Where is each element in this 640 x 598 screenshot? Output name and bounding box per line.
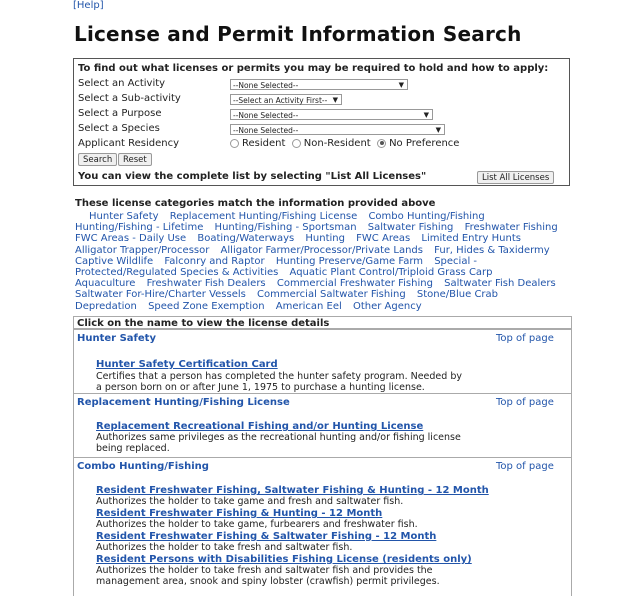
category-link[interactable]: Saltwater Fishing [367,222,454,234]
subactivity-label: Select a Sub-activity [78,93,181,104]
category-links [75,211,570,312]
license-link[interactable]: Resident Freshwater Fishing & Hunting - 12 Month [96,508,383,519]
activity-select[interactable] [230,79,408,90]
results-list [73,316,572,596]
radio-no-preference-label: No Preference [389,138,460,149]
section-title: Hunter Safety [77,333,156,344]
radio-non-resident[interactable] [292,138,371,149]
search-form-heading: To find out what licenses or permits you may be required to hold and how to apply: [78,63,549,74]
residency-radio-group [230,137,459,151]
radio-resident[interactable] [230,138,285,149]
species-select[interactable] [230,124,445,135]
license-link[interactable]: Resident Freshwater Fishing, Saltwater Fishing & Hunting - 12 Month [96,485,489,496]
license-description: Authorizes same privileges as the recreational hunting and/or fishing license being replaced. [96,432,461,454]
activity-label: Select an Activity [78,78,166,89]
reset-button[interactable]: Reset [118,153,152,166]
license-link[interactable]: Resident Freshwater Fishing & Saltwater Fishing - 12 Month [96,531,437,542]
radio-selected-icon [377,139,386,148]
top-of-page-link[interactable]: Top of page [496,333,554,344]
category-link[interactable]: Limited Entry Hunts [421,233,521,245]
category-link[interactable]: Alligator Trapper/Processor [75,244,210,256]
category-link[interactable]: Commercial Freshwater Fishing [276,278,433,290]
section-combo [74,457,571,598]
category-link[interactable]: Special - Protected/Regulated Species & Activities [75,255,478,279]
top-of-page-link[interactable]: Top of page [496,397,554,408]
category-link[interactable]: Hunting [305,233,345,245]
search-form [73,58,570,186]
category-link[interactable]: Aquatic Plant Control/Triploid Grass Carp [289,267,493,279]
chevron-down-icon: ▼ [332,96,338,104]
category-link[interactable]: Hunting/Fishing - Lifetime [75,222,204,234]
category-link[interactable]: FWC Areas - Daily Use [75,233,187,245]
chevron-down-icon: ▼ [423,111,429,119]
license-description: Authorizes the holder to take fresh and saltwater fish and provides the management area, snook and spiny lobster (crawfish) permit privileges. [96,565,440,587]
category-link[interactable]: Hunter Safety [89,211,159,222]
radio-icon [292,139,301,148]
category-link[interactable]: American Eel [275,300,342,312]
page-title: License and Permit Information Search [74,22,522,46]
activity-select-value: --None Selected-- [233,81,299,90]
category-link[interactable]: Freshwater Fish Dealers [146,278,266,290]
species-label: Select a Species [78,123,160,134]
section-title: Combo Hunting/Fishing [77,461,209,472]
list-all-licenses-button[interactable]: List All Licenses [477,171,554,184]
category-link[interactable]: Saltwater For-Hire/Charter Vessels [75,289,246,301]
help-link[interactable]: [Help] [73,0,104,11]
subactivity-select-value: --Select an Activity First-- [233,96,328,105]
category-link[interactable]: Hunting Preserve/Game Farm [275,255,424,267]
category-link[interactable]: FWC Areas [356,233,411,245]
category-link[interactable]: Replacement Hunting/Fishing License [169,211,358,222]
radio-no-preference[interactable] [377,138,459,149]
radio-non-resident-label: Non-Resident [303,138,371,149]
top-of-page-link[interactable]: Top of page [496,461,554,472]
chevron-down-icon: ▼ [435,126,441,134]
category-link[interactable]: Combo Hunting/Fishing [368,211,485,222]
section-replacement [74,393,571,456]
license-description: Authorizes the holder to take game and fresh and saltwater fish. [96,496,404,507]
category-link[interactable]: Aquaculture [75,278,136,290]
radio-icon [230,139,239,148]
subactivity-select[interactable] [230,94,342,105]
section-title: Replacement Hunting/Fishing License [77,397,290,408]
category-link[interactable]: Alligator Farmer/Processor/Private Lands [220,244,423,256]
category-link[interactable]: Other Agency [352,300,422,312]
category-link[interactable]: Stone/Blue Crab Depredation [75,289,499,312]
view-all-text: You can view the complete list by selecting "List All Licenses" [78,171,427,182]
results-heading: Click on the name to view the license details [74,316,571,329]
category-link[interactable]: Falconry and Raptor [164,255,265,267]
chevron-down-icon: ▼ [398,81,404,89]
categories-heading: These license categories match the information provided above [75,198,436,209]
purpose-select[interactable] [230,109,433,120]
purpose-select-value: --None Selected-- [233,111,299,120]
search-button[interactable]: Search [78,153,117,166]
residency-label: Applicant Residency [78,138,180,149]
section-hunter-safety [74,329,571,402]
license-description: Authorizes the holder to take game, furbearers and freshwater fish. [96,519,418,530]
license-description: Authorizes the holder to take fresh and saltwater fish. [96,542,353,553]
category-link[interactable]: Fur, Hides & Taxidermy [434,244,550,256]
radio-resident-label: Resident [242,138,286,149]
species-select-value: --None Selected-- [233,126,299,135]
category-link[interactable]: Captive Wildlife [75,255,154,267]
license-link[interactable]: Replacement Recreational Fishing and/or Hunting License [96,421,424,432]
category-link[interactable]: Commercial Saltwater Fishing [257,289,406,301]
category-link[interactable]: Freshwater Fishing [464,222,558,234]
category-link[interactable]: Boating/Waterways [197,233,295,245]
license-link[interactable]: Hunter Safety Certification Card [96,359,278,370]
category-link[interactable]: Hunting/Fishing - Sportsman [214,222,357,234]
category-link[interactable]: Saltwater Fish Dealers [444,278,556,290]
license-link[interactable]: Resident Persons with Disabilities Fishing License (residents only) [96,554,472,565]
license-description: Certifies that a person has completed the hunter safety program. Needed by a person born on or after June 1, 1975 to purchase a hunting license. [96,371,462,393]
category-link[interactable]: Speed Zone Exemption [148,300,265,312]
purpose-label: Select a Purpose [78,108,162,119]
